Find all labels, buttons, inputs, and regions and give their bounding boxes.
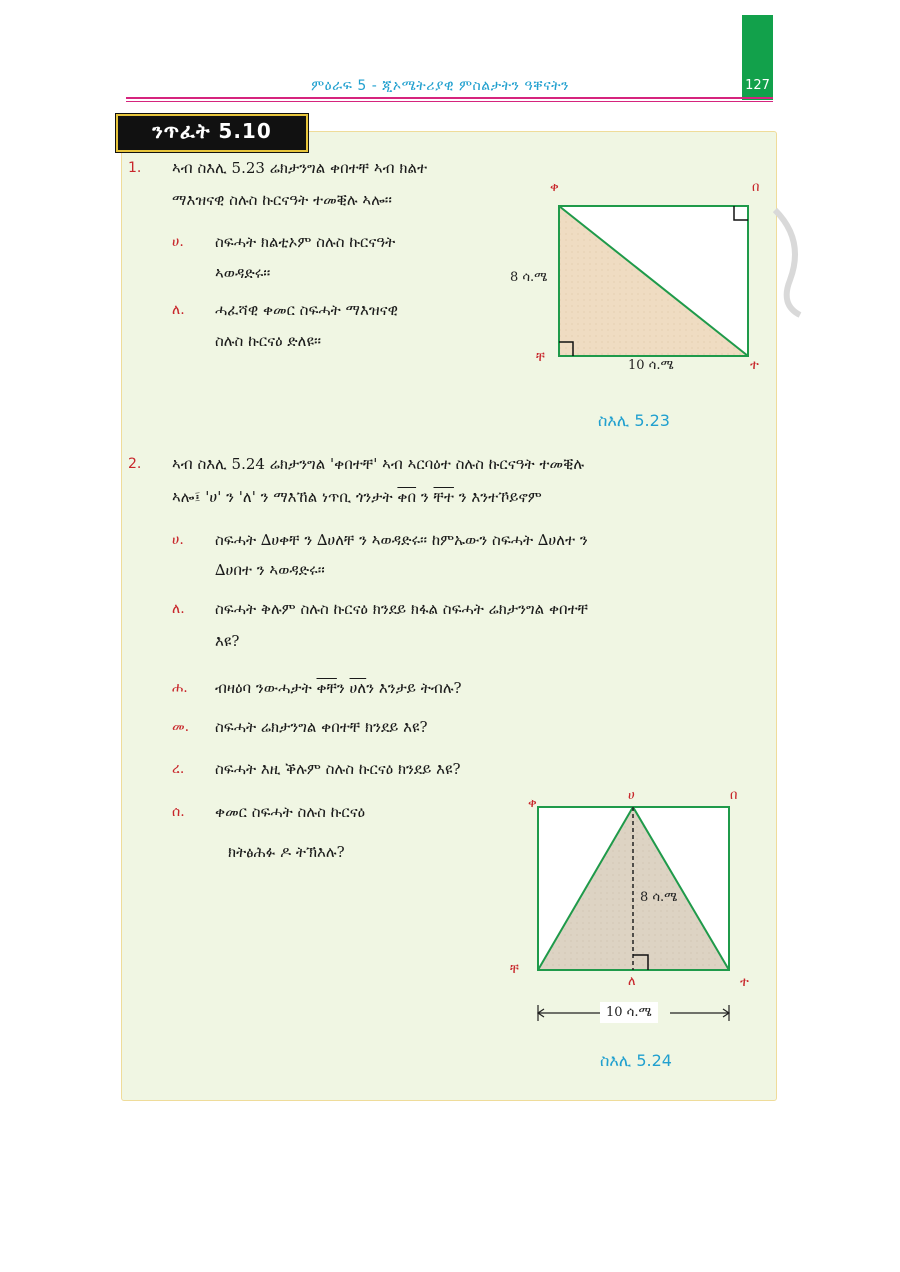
question-2f-line-2: ክትፅሕፉ ዶ ትኽእሉ? (228, 843, 345, 861)
question-2c-letter: ሐ. (172, 680, 188, 696)
segment-qch: ቀቸ (316, 679, 337, 697)
question-2e-letter: ረ. (172, 761, 185, 777)
question-1b-line-2: ስሉስ ኩርናዕ ድለዩ፡፡ (215, 332, 322, 350)
question-2b-letter: ለ. (172, 601, 185, 617)
question-2a-letter: ሀ. (172, 532, 184, 548)
fig24-vertex-ch: ቸ (510, 962, 519, 977)
question-1-number: 1. (128, 160, 142, 176)
fig24-base-length: 10 ሳ.ሜ (600, 1002, 658, 1023)
fig24-vertex-q: ቀ (528, 796, 537, 811)
question-1-line-1: ኣብ ስእሊ 5.23 ሬክታንግል ቀበተቸ ኣብ ክልተ (172, 159, 428, 177)
question-2b-line-2: እዩ? (215, 632, 240, 650)
fig23-vertex-q: ቀ (550, 180, 559, 195)
segment-qb: ቀበ (397, 488, 417, 506)
figure-5-24 (520, 795, 750, 1035)
fig24-vertex-t: ተ (740, 975, 749, 990)
question-2b-line-1: ስፍሓት ቅሉም ስሉስ ኩርናዕ ክንደይ ክፋል ስፍሓት ሬክታንግል ቀበተቸ (215, 600, 589, 618)
question-2c-text-a: ብዛዕባ ንውሓታት (215, 679, 312, 697)
question-2-number: 2. (128, 456, 142, 472)
fig24-vertex-b: በ (730, 788, 738, 803)
question-2a-line-1: ስፍሓት ∆ሀቀቸ ን ∆ሀለቸ ን ኣወዳድሩ፡፡ ከምኡውን ስፍሓት ∆ሀለተ ን (215, 531, 588, 549)
question-1b-letter: ለ. (172, 302, 185, 318)
fig23-vertex-t: ተ (750, 358, 759, 373)
question-1a-letter: ሀ. (172, 234, 184, 250)
question-2c-text-c: ን እንታይ ትብሉ? (366, 679, 462, 697)
question-2-line-2a: ኣሎ፤ 'ሀ' ን 'ለ' ን ማእኸል ነጥቢ ጎንታት (172, 488, 393, 506)
segment-cht: ቸተ (433, 488, 454, 506)
header-rule-thin (126, 101, 773, 102)
question-2d-line: ስፍሓት ሬክታንግል ቀበተቸ ክንደይ እዩ? (215, 718, 428, 736)
question-1a-line-1: ስፍሓት ክልቲኦም ስሉስ ኩርናዓት (215, 233, 396, 251)
question-2-line-2 (172, 487, 542, 507)
question-2c-line (215, 678, 462, 698)
header-rule (126, 97, 773, 99)
figure-5-23 (540, 195, 770, 375)
question-2-line-1: ኣብ ስእሊ 5.24 ሬክታንግል 'ቀበተቸ' ኣብ ኣርባዕተ ስሉስ ኩርናዓት ተመቒሉ (172, 455, 585, 473)
fig24-vertex-l: ለ (628, 974, 636, 989)
page-number: 127 (745, 78, 770, 93)
fig24-vertex-h: ሀ (628, 788, 635, 803)
question-1-line-2: ማእዝናዊ ስሉስ ኩርናዓት ተመቒሉ ኣሎ፡፡ (172, 191, 392, 209)
watermark-icon (770, 200, 810, 320)
chapter-title: ምዕራፍ 5 - ጂኦሜትሪያዊ ምስልታትን ዓቐናትን (311, 78, 569, 94)
question-1a-line-2: ኣወዳድሩ፡፡ (215, 264, 271, 282)
question-2c-text-b: ን (336, 679, 345, 697)
question-2a-line-2: ∆ሀበተ ን ኣወዳድሩ፡፡ (215, 561, 325, 579)
fig23-vertex-ch: ቸ (536, 350, 545, 365)
fig24-height-length: 8 ሳ.ሜ (640, 890, 678, 905)
fig24-caption: ስእሊ 5.24 (600, 1051, 672, 1070)
exercise-title: ንጥፈት 5.10 (152, 119, 272, 143)
fig23-caption: ስእሊ 5.23 (598, 411, 670, 430)
question-2f-letter: ሰ. (172, 804, 185, 820)
question-2-line-2c: ን እንተኾይኖም (458, 488, 542, 506)
fig23-side-length: 8 ሳ.ሜ (510, 270, 548, 285)
question-2e-line: ስፍሓት እዚ ቕሉም ስሉስ ኩርናዕ ክንደይ እዩ? (215, 760, 461, 778)
question-1b-line-1: ሓፈሻዊ ቀመር ስፍሓት ማእዝናዊ (215, 301, 398, 319)
question-2-line-2b: ን (420, 488, 429, 506)
question-2f-line-1: ቀመር ስፍሓት ስሉስ ኩርናዕ (215, 803, 366, 821)
fig23-base-length: 10 ሳ.ሜ (628, 358, 674, 373)
segment-hl: ሀለ (349, 679, 367, 697)
question-2d-letter: መ. (172, 719, 190, 735)
fig23-vertex-b: በ (752, 180, 760, 195)
